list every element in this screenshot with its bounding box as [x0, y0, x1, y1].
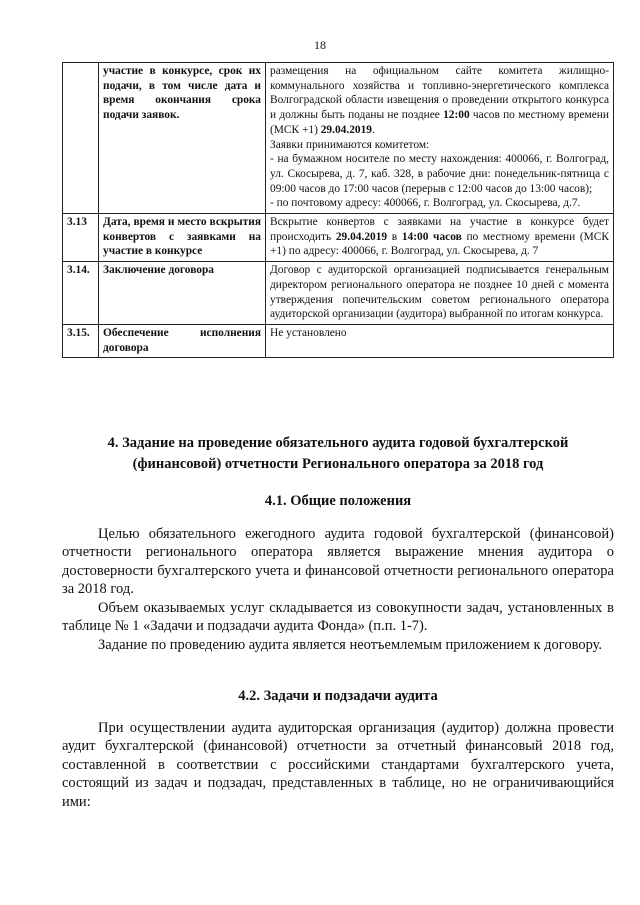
table-row: [63, 63, 614, 214]
description-fragment: 12:00: [443, 109, 470, 122]
description-fragment: размещения на официальном сайте комитета жилищно-коммунального хозяйства и топливно-энергетического комплекса Волгоградской области извещения о проведении открытого конкурса и должны быть поданы не позднее: [270, 65, 609, 122]
table-row: [63, 324, 614, 357]
description-fragment: в: [387, 230, 402, 243]
table-row: [63, 262, 614, 325]
row-description: [266, 63, 614, 214]
paragraph-contract-annex: Задание по проведению аудита является неотъемлемым приложением к договору.: [98, 637, 603, 653]
description-line: - на бумажном носителе по месту нахождения: 400066, г. Волгоград, ул. Скосырева, д. 7, каб. 328, в рабочие дни: понедельник-пятница с 09:00 часов до 17:00 часов (перерыв с 12:00 часов до 13:00 часов);: [270, 153, 609, 195]
row-description: [266, 214, 614, 262]
description-fragment: Договор с аудиторской организацией подписывается генеральным директором регионального оператора не позднее 10 дней с момента утверждения попечительским советом регионального оператора аудиторской организации (аудитора) выбранной по итогам конкурса.: [270, 264, 609, 321]
description-line: Заявки принимаются комитетом:: [270, 138, 430, 151]
section-4-1-title: 4.1. Общие положения: [264, 493, 412, 509]
section-4-2-title: 4.2. Задачи и подзадачи аудита: [238, 688, 438, 704]
description-fragment: 29.04.2019: [320, 123, 372, 136]
description-fragment: Не установлено: [270, 326, 347, 339]
description-line: - по почтовому адресу: 400066, г. Волгоград, ул. Скосырева, д.7.: [270, 197, 581, 210]
description-fragment: 29.04.2019: [335, 230, 388, 243]
description-fragment: часов по местному времени (МСК +1): [270, 109, 609, 136]
page-number: 18: [314, 38, 326, 52]
row-description: [266, 262, 614, 325]
row-title: Заключение договора: [99, 262, 266, 325]
row-number: 3.13: [63, 214, 99, 262]
paragraph-audit-purpose: Целью обязательного ежегодного аудита годовой бухгалтерской (финансовой) отчетности регионального оператора является выражение мнения аудитора о достоверности бухгалтерского учета и финансовой отчетности регионального оператора за 2018 год.: [62, 526, 614, 598]
table-row: [63, 214, 614, 262]
row-title: Дата, время и место вскрытия конвертов с заявками на участие в конкурсе: [99, 214, 266, 262]
tender-terms-table: [62, 62, 614, 358]
row-description: [266, 324, 614, 357]
description-fragment: по местному времени (МСК +1) по адресу: 400066, г. Волгоград, ул. Скосырева, д. 7: [270, 230, 609, 258]
paragraph-services-scope: Объем оказываемых услуг складывается из совокупности задач, установленных в таблице № 1 «Задачи и подзадачи аудита Фонда» (п.п. 1-7).: [62, 600, 614, 635]
description-fragment: Вскрытие конвертов с заявками на участие в конкурсе будет происходить: [270, 216, 609, 243]
description-fragment: .: [372, 123, 375, 136]
paragraph-audit-tasks: При осуществлении аудита аудиторская организация (аудитор) должна провести аудит бухгалтерской (финансовой) отчетности за отчетный финансовый 2018 год, составленной в соответствии с российскими стандартами бухгалтерского учета, состоящий из задач и подзадач, представленных в таблице, но не ограничивающийся ими:: [62, 720, 614, 810]
row-title: участие в конкурсе, срок их подачи, в том числе дата и время окончания срока подачи заявок.: [99, 63, 266, 214]
row-number: [63, 63, 99, 214]
section-4-title: 4. Задание на проведение обязательного аудита годовой бухгалтерской (финансовой) отчетности Регионального оператора за 2018 год: [107, 435, 569, 473]
row-title: Обеспечение исполнения договора: [99, 324, 266, 357]
description-fragment: 14:00 часов: [401, 230, 462, 243]
row-number: 3.15.: [63, 324, 99, 357]
row-number: 3.14.: [63, 262, 99, 325]
